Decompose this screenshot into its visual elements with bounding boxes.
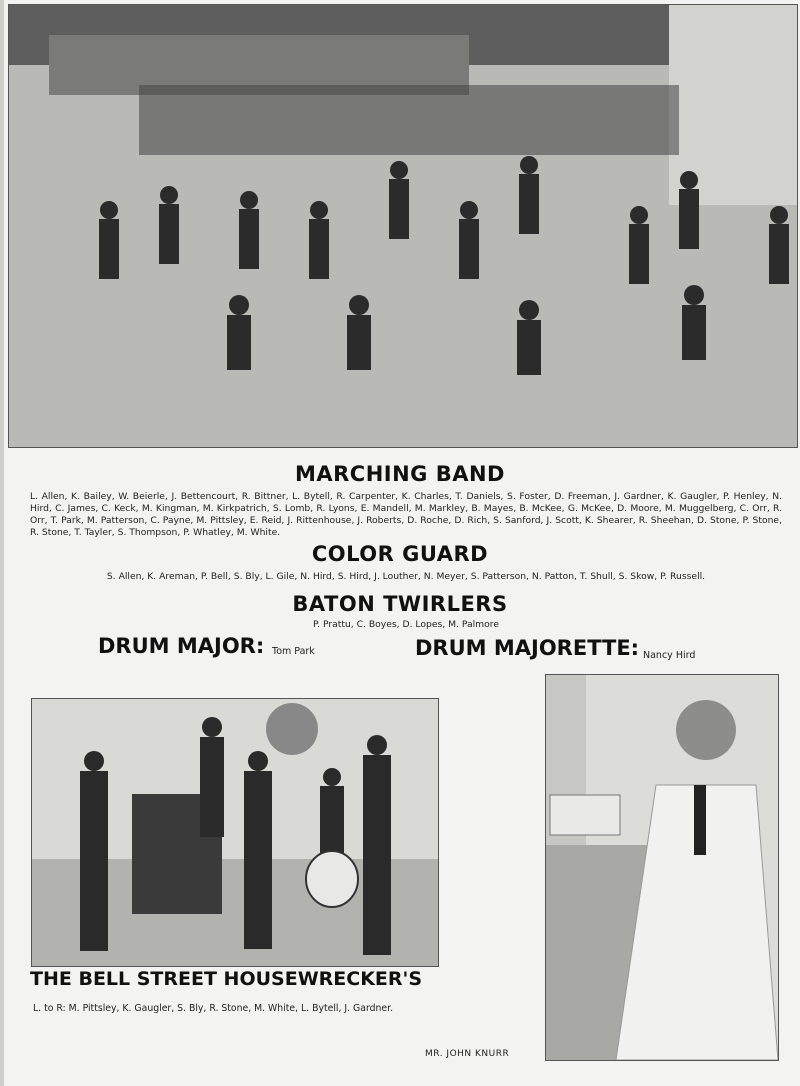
marching-band-photo — [8, 4, 798, 448]
drum-majorette-label: DRUM MAJORETTE: — [415, 636, 640, 660]
portrait-caption: MR. JOHN KNURR — [425, 1049, 510, 1059]
drum-major-name: Tom Park — [272, 646, 315, 657]
housewreckers-members: L. to R: M. Pittsley, K. Gaugler, S. Bly, R. Stone, M. White, L. Bytell, J. Gardner. — [33, 1003, 394, 1014]
drum-majorette-name: Nancy Hird — [643, 650, 696, 661]
drum-major-label: DRUM MAJOR: — [98, 634, 265, 658]
portrait-photo-art — [546, 675, 778, 1060]
housewreckers-title: THE BELL STREET HOUSEWRECKER'S — [30, 968, 423, 990]
marching-band-heading: MARCHING BAND — [294, 462, 505, 486]
portrait-photo — [545, 674, 779, 1061]
color-guard-heading: COLOR GUARD — [311, 542, 489, 566]
baton-twirlers-heading: BATON TWIRLERS — [292, 592, 508, 616]
marching-band-photo-art — [9, 5, 797, 447]
baton-twirlers-members: P. Prattu, C. Boyes, D. Lopes, M. Palmore — [313, 619, 499, 630]
housewreckers-photo-art — [32, 699, 438, 966]
marching-band-members: L. Allen, K. Bailey, W. Beierle, J. Bettencourt, R. Bittner, L. Bytell, R. Carpenter, K. Charles, T. Daniels, S. Foster, D. Freeman, J. Gardner, K. Gaugler, P. Henley, N. Hird, C. James, C. Keck, M. Kingman, M. Kirkpatrich, S. Lomb, R. Lyons, E. Mandell, M. Markley, B. Mayes, B. McKee, G. McKee, D. Moore, M. Muggelberg, C. Orr, R. Orr, T. Park, M. Patterson, C. Payne, M. Pittsley, E. Reid, J. Rittenhouse, J. Roberts, D. Roche, D. Rich, S. Sanford, J. Scott, K. Shearer, R. Sheehan, D. Stone, P. Stone, R. Stone, T. Tayler, S. Thompson, P. Whatley, M. White. — [30, 491, 782, 538]
color-guard-members: S. Allen, K. Areman, P. Bell, S. Bly, L. Gile, N. Hird, S. Hird, J. Louther, N. Meyer, S. Patterson, N. Patton, T. Shull, S. Skow, P. Russell. — [106, 571, 706, 582]
housewreckers-photo — [31, 698, 439, 967]
